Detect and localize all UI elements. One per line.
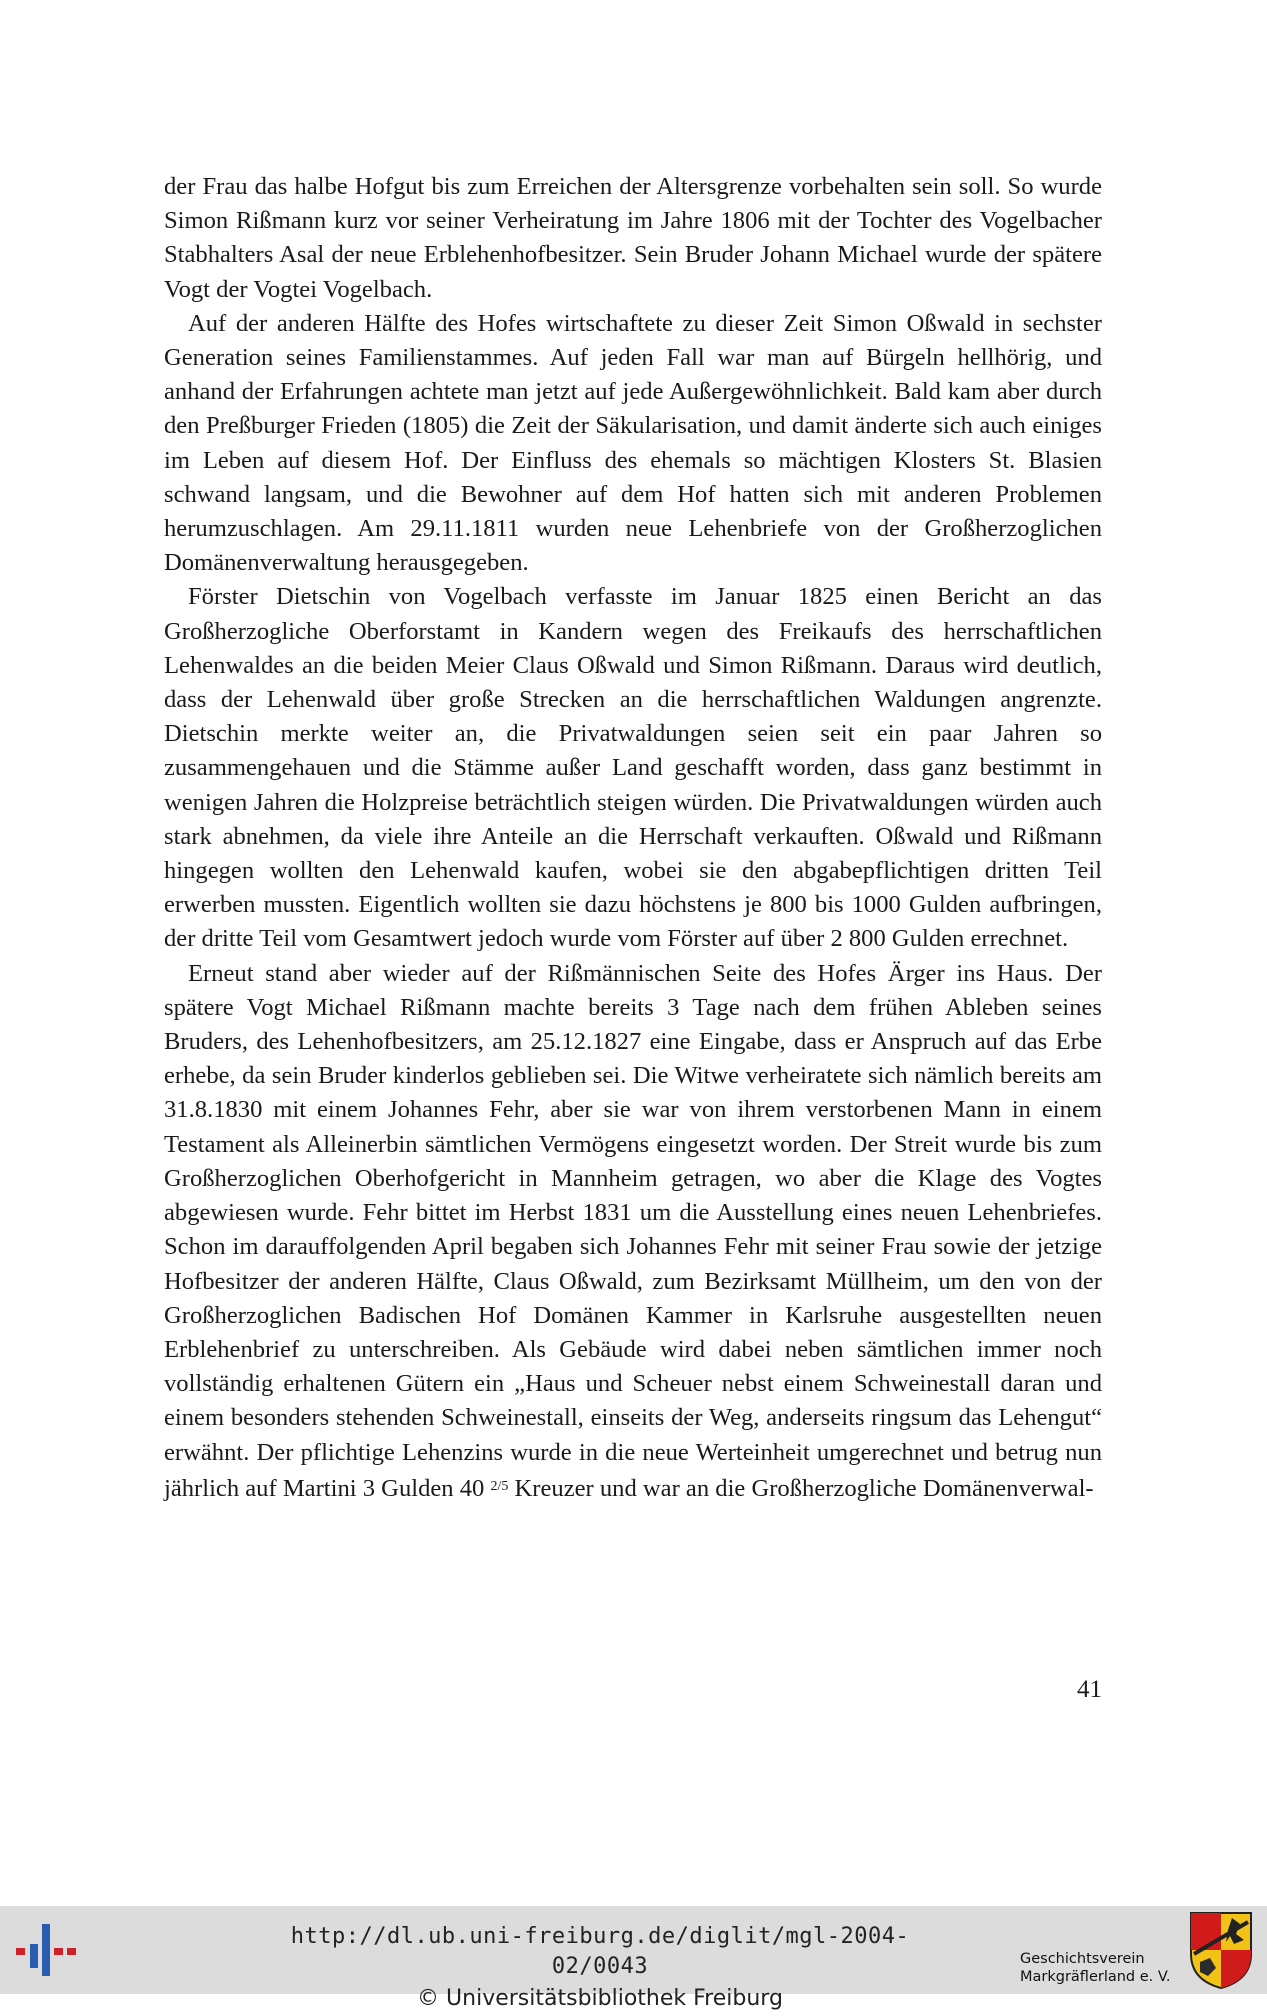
- paragraph-text: Erneut stand aber wieder auf der Rißmännischen Seite des Hofes Ärger ins Haus. Der spätere Vogt Michael Rißmann machte bereits 3 Tage nach dem frühen Ableben seines Bruders, des Lehenhofbesitzers, am 25.12.1827 eine Eingabe, dass er Anspruch auf das Erbe erhebe, da sein Bruder kinderlos geblieben sei. Die Witwe verheiratete sich nämlich bereits am 31.8.1830 mit einem Johannes Fehr, aber sie war von ihrem verstorbenen Mann in einem Testament als Alleinerbin sämtlichen Vermögens eingesetzt worden. Der Streit wurde bis zum Großherzoglichen Oberhofgericht in Mannheim getragen, wo aber die Klage des Vogtes abgewiesen wurde. Fehr bittet im Herbst 1831 um die Ausstellung eines neuen Lehenbriefes. Schon im darauffolgenden April begaben sich Johannes Fehr mit seiner Frau sowie der jetzige Hofbesitzer der anderen Hälfte, Claus Oßwald, zum Bezirksamt Müllheim, um den von der Großherzoglichen Badischen Hof Domänen Kammer in Karlsruhe ausgestellten neuen Erblehenbrief zu unterschreiben. Als Gebäude wird dabei neben sämtlichen immer noch vollständig erhaltenen Gütern ein „Haus und Scheuer nebst einem Schweinestall daran und einem besonders stehenden Schweinestall, einseits der Weg, anderseits ringsum das Lehengut“ erwähnt. Der pflichtige Lehenzins wurde in die neue Werteinheit umgerechnet und betrug nun jährlich auf Martini 3 Gulden 40: [164, 959, 1102, 1502]
- paragraph: Auf der anderen Hälfte des Hofes wirtschaftete zu dieser Zeit Simon Oßwald in sechster Generation seines Familienstammes. Auf jeden Fall war man auf Bürgeln hellhörig, und anhand der Erfahrungen achtete man jetzt auf jede Außergewöhnlichkeit. Bald kam aber durch den Preßburger Frieden (1805) die Zeit der Säkularisation, und damit änderte sich auch einiges im Leben auf diesem Hof. Der Einfluss des ehemals so mächtigen Klosters St. Blasien schwand langsam, und die Bewohner auf dem Hof hatten sich mit anderen Problemen herumzuschlagen. Am 29.11.1811 wurden neue Lehenbriefe von der Großherzoglichen Domänenverwaltung herausgegeben.: [164, 309, 1102, 577]
- footer-center: [250, 1922, 950, 2016]
- society-line-1: Geschichtsverein: [1020, 1951, 1145, 1967]
- footer-url-link[interactable]: http://dl.ub.uni-freiburg.de/diglit/mgl-2004-02/0043: [290, 1924, 910, 1979]
- paragraph: der Frau das halbe Hofgut bis zum Erreichen der Altersgrenze vorbehalten sein soll. So wurde Simon Rißmann kurz vor seiner Verheiratung im Jahre 1806 mit der Tochter des Vogelbacher Stabhalters Asal der neue Erblehenhofbesitzer. Sein Bruder Johann Michael wurde der spätere Vogt der Vogtei Vogelbach.: [164, 173, 1102, 303]
- fraction: 2/5: [490, 1478, 509, 1494]
- paragraph: Förster Dietschin von Vogelbach verfasste im Januar 1825 einen Bericht an das Großherzogliche Oberforstamt in Kandern wegen des Freikaufs des herrschaftlichen Lehenwaldes an die beiden Meier Claus Oßwald und Simon Rißmann. Daraus wird deutlich, dass der Lehenwald über große Strecken an die herrschaftlichen Waldungen angrenzte. Dietschin merkte weiter an, die Privatwaldungen seien seit ein paar Jahren so zusammengehauen und die Stämme außer Land geschafft worden, dass ganz bestimmt in wenigen Jahren die Holzpreise beträchtlich steigen würden. Die Privatwaldungen würden auch stark abnehmen, da viele ihre Anteile an die Herrschaft verkauften. Oßwald und Rißmann hingegen wollten den Lehenwald kaufen, wobei sie den abgabepflichtigen dritten Teil erwerben mussten. Eigentlich wollten sie dazu höchstens je 800 bis 1000 Gulden aufbringen, der dritte Teil vom Gesamtwert jedoch wurde vom Förster auf über 2 800 Gulden errechnet.: [164, 583, 1102, 953]
- ub-freiburg-logo-icon[interactable]: [14, 1920, 80, 1982]
- page-body: [164, 170, 1102, 1506]
- society-line-2: Markgräflerland e. V.: [1020, 1969, 1171, 1985]
- society-name: [1020, 1950, 1171, 1986]
- footer-bar: [0, 1906, 1267, 2011]
- paragraph: [164, 957, 1102, 1506]
- paragraph-tail: Kreuzer und war an die Großherzogliche Domänenverwal-: [514, 1474, 1094, 1502]
- footer-copyright: © Universitätsbibliothek Freiburg: [417, 1986, 783, 2011]
- coat-of-arms-icon: [1188, 1910, 1254, 1990]
- page-number: 41: [1077, 1676, 1102, 1703]
